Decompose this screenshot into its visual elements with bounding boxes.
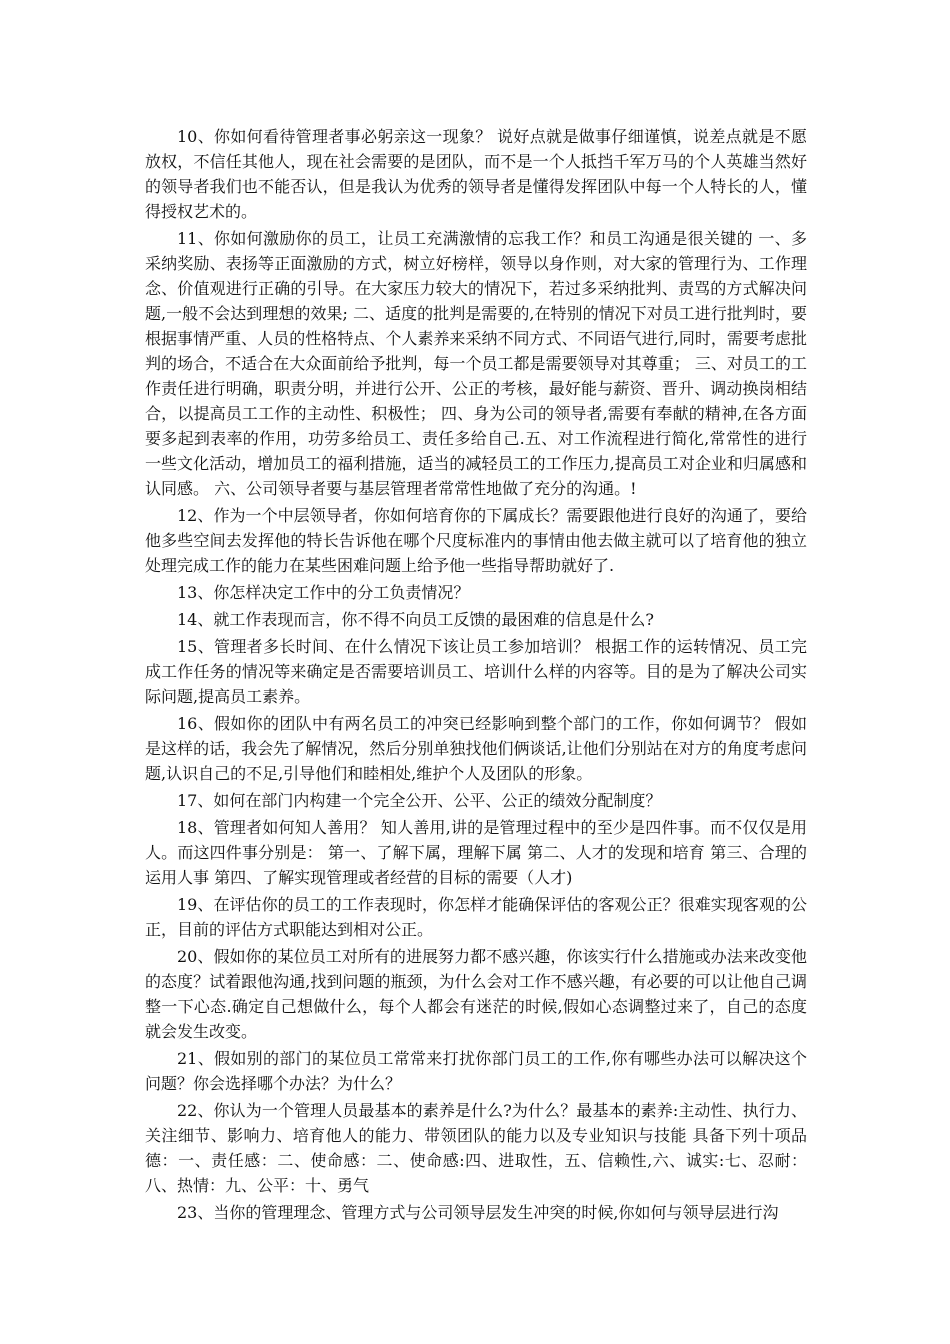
question-20-paragraph: 20、假如你的某位员工对所有的进展努力都不感兴趣，你该实行什么措施或办法来改变他的态度？试着跟他沟通,找到问题的瓶颈，为什么会对工作不感兴趣，有必要的可以让他自己调整一下心态.确定自己想做什么，每个人都会有迷茫的时候,假如心态调整过来了，自己的态度就会发生改变。: [145, 947, 807, 1041]
question-10-paragraph: 10、你如何看待管理者事必躬亲这一现象？ 说好点就是做事仔细谨慎，说差点就是不愿放权，不信任其他人，现在社会需要的是团队，而不是一个人抵挡千军万马的个人英雄当然好的领导者我们也不能否认，但是我认为优秀的领导者是懂得发挥团队中每一个人特长的人，懂得授权艺术的。: [145, 127, 807, 221]
question-17-paragraph: 17、如何在部门内构建一个完全公开、公平、公正的绩效分配制度？: [177, 791, 662, 810]
question-19-paragraph: 19、在评估你的员工的工作表现时，你怎样才能确保评估的客观公正？很难实现客观的公正，目前的评估方式职能达到相对公正。: [145, 895, 807, 939]
question-21-paragraph: 21、假如别的部门的某位员工常常来打扰你部门员工的工作,你有哪些办法可以解决这个问题？你会选择哪个办法？为什么？: [145, 1049, 807, 1093]
question-12-paragraph: 12、作为一个中层领导者，你如何培育你的下属成长？需要跟他进行良好的沟通了，要给他多些空间去发挥他的特长告诉他在哪个尺度标准内的事情由他去做主就可以了培育他的独立处理完成工作的能力在某些困难问题上给予他一些指导帮助就好了.: [145, 506, 807, 575]
question-16-paragraph: 16、假如你的团队中有两名员工的冲突已经影响到整个部门的工作，你如何调节？ 假如是这样的话，我会先了解情况，然后分别单独找他们俩谈话,让他们分别站在对方的角度考虑问题,认识自己的不足,引导他们和睦相处,维护个人及团队的形象。: [145, 714, 807, 783]
question-11-paragraph: 11、你如何激励你的员工，让员工充满激情的忘我工作？和员工沟通是很关键的 一、多采纳奖励、表扬等正面激励的方式，树立好榜样，领导以身作则，对大家的管理行为、工作理念、价值观进行正确的引导。在大家压力较大的情况下，若过多采纳批判、责骂的方式解决问题,一般不会达到理想的效果; 二、适度的批判是需要的,在特别的情况下对员工进行批判时，要根据事情严重、人员的性格特点、个人素养来采纳不同方式、不同语气进行,同时，需要考虑批判的场合，不适合在大众面前给予批判，每一个员工都是需要领导对其尊重； 三、对员工的工作责任进行明确，职责分明，并进行公开、公正的考核，最好能与薪资、晋升、调动换岗相结合，以提高员工工作的主动性、积极性； 四、身为公司的领导者,需要有奉献的精神,在各方面要多起到表率的作用，功劳多给员工、责任多给自己.五、对工作流程进行简化,常常性的进行一些文化活动，增加员工的福利措施，适当的减轻员工的工作压力,提高员工对企业和归属感和认同感。 六、公司领导者要与基层管理者常常性地做了充分的沟通。!: [145, 229, 807, 498]
question-22-paragraph: 22、你认为一个管理人员最基本的素养是什么?为什么？最基本的素养:主动性、执行力、关注细节、影响力、培育他人的能力、带领团队的能力以及专业知识与技能 具备下列十项品德：一、责任感：二、使命感：二、使命感:四、进取性，五、信赖性,六、诚实:七、忍耐：八、热情：九、公平：十、勇气: [145, 1101, 807, 1195]
question-15-paragraph: 15、管理者多长时间、在什么情况下该让员工参加培训？ 根据工作的运转情况、员工完成工作任务的情况等来确定是否需要培训员工、培训什么样的内容等。目的是为了解决公司实际问题,提高员工素养。: [145, 637, 807, 706]
question-23-paragraph: 23、当你的管理理念、管理方式与公司领导层发生冲突的时候,你如何与领导层进行沟: [177, 1203, 779, 1222]
question-14-paragraph: 14、就工作表现而言，你不得不向员工反馈的最困难的信息是什么?: [177, 610, 654, 629]
document-body: [145, 124, 807, 1227]
question-18-paragraph: 18、管理者如何知人善用？ 知人善用,讲的是管理过程中的至少是四件事。而不仅仅是用人。而这四件事分别是： 第一、了解下属，理解下属 第二、人才的发现和培育 第三、合理的运用人事 第四、了解实现管理或者经营的目标的需要（人才): [145, 818, 807, 887]
question-13-paragraph: 13、你怎样决定工作中的分工负责情况？: [177, 583, 470, 602]
